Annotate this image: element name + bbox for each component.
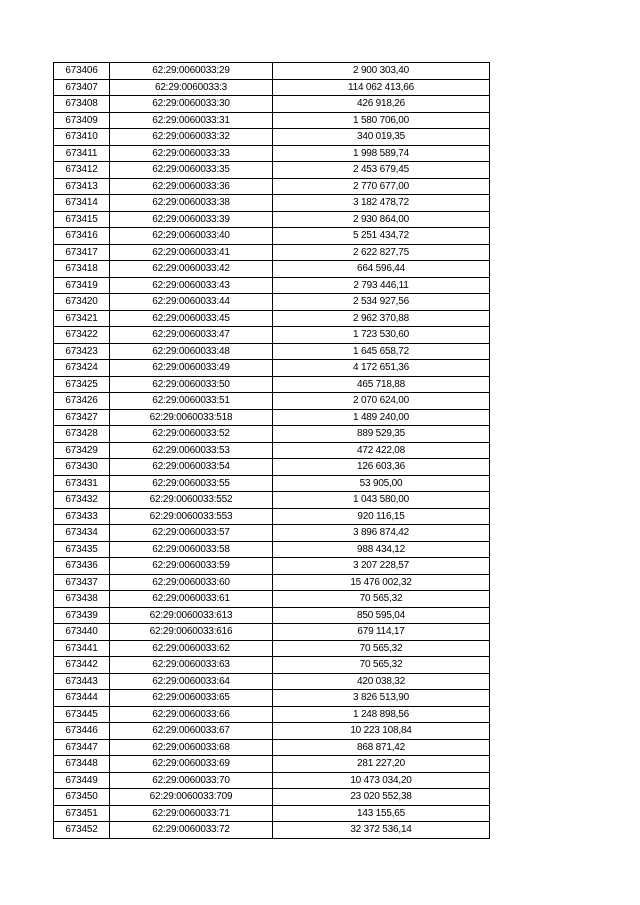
table-row <box>54 261 490 278</box>
table-row <box>54 459 490 476</box>
cadastral-number-cell: 62:29:0060033:30 <box>110 96 273 113</box>
table-row <box>54 690 490 707</box>
row-id-cell: 673411 <box>54 145 110 162</box>
cadastral-number-cell: 62:29:0060033:68 <box>110 739 273 756</box>
cadastral-number-cell: 62:29:0060033:47 <box>110 327 273 344</box>
row-id-cell: 673417 <box>54 244 110 261</box>
cadastral-value-cell: 3 896 874,42 <box>273 525 490 542</box>
cadastral-value-cell: 1 723 530,60 <box>273 327 490 344</box>
row-id-cell: 673429 <box>54 442 110 459</box>
table-row <box>54 574 490 591</box>
table-row <box>54 805 490 822</box>
table-row <box>54 228 490 245</box>
row-id-cell: 673419 <box>54 277 110 294</box>
cadastral-number-cell: 62:29:0060033:53 <box>110 442 273 459</box>
cadastral-number-cell: 62:29:0060033:42 <box>110 261 273 278</box>
table-row <box>54 673 490 690</box>
table-row <box>54 442 490 459</box>
cadastral-value-table <box>53 62 490 839</box>
row-id-cell: 673445 <box>54 706 110 723</box>
cadastral-value-cell: 15 476 002,32 <box>273 574 490 591</box>
table-row <box>54 294 490 311</box>
row-id-cell: 673447 <box>54 739 110 756</box>
cadastral-value-cell: 850 595,04 <box>273 607 490 624</box>
row-id-cell: 673432 <box>54 492 110 509</box>
row-id-cell: 673421 <box>54 310 110 327</box>
row-id-cell: 673449 <box>54 772 110 789</box>
table-row <box>54 79 490 96</box>
cadastral-number-cell: 62:29:0060033:49 <box>110 360 273 377</box>
row-id-cell: 673425 <box>54 376 110 393</box>
cadastral-value-cell: 2 962 370,88 <box>273 310 490 327</box>
cadastral-value-cell: 5 251 434,72 <box>273 228 490 245</box>
row-id-cell: 673410 <box>54 129 110 146</box>
cadastral-number-cell: 62:29:0060033:553 <box>110 508 273 525</box>
row-id-cell: 673418 <box>54 261 110 278</box>
cadastral-value-cell: 2 534 927,56 <box>273 294 490 311</box>
row-id-cell: 673433 <box>54 508 110 525</box>
table-row <box>54 244 490 261</box>
cadastral-value-cell: 53 905,00 <box>273 475 490 492</box>
row-id-cell: 673434 <box>54 525 110 542</box>
table-row <box>54 162 490 179</box>
cadastral-number-cell: 62:29:0060033:709 <box>110 789 273 806</box>
cadastral-value-cell: 868 871,42 <box>273 739 490 756</box>
cadastral-value-cell: 472 422,08 <box>273 442 490 459</box>
table-row <box>54 277 490 294</box>
cadastral-number-cell: 62:29:0060033:59 <box>110 558 273 575</box>
cadastral-value-cell: 143 155,65 <box>273 805 490 822</box>
cadastral-number-cell: 62:29:0060033:63 <box>110 657 273 674</box>
row-id-cell: 673427 <box>54 409 110 426</box>
table-row <box>54 723 490 740</box>
cadastral-number-cell: 62:29:0060033:39 <box>110 211 273 228</box>
cadastral-number-cell: 62:29:0060033:41 <box>110 244 273 261</box>
row-id-cell: 673452 <box>54 822 110 839</box>
cadastral-number-cell: 62:29:0060033:40 <box>110 228 273 245</box>
cadastral-number-cell: 62:29:0060033:71 <box>110 805 273 822</box>
cadastral-value-cell: 10 473 034,20 <box>273 772 490 789</box>
cadastral-value-cell: 2 453 679,45 <box>273 162 490 179</box>
cadastral-value-cell: 920 116,15 <box>273 508 490 525</box>
row-id-cell: 673413 <box>54 178 110 195</box>
row-id-cell: 673437 <box>54 574 110 591</box>
row-id-cell: 673451 <box>54 805 110 822</box>
cadastral-number-cell: 62:29:0060033:38 <box>110 195 273 212</box>
cadastral-number-cell: 62:29:0060033:54 <box>110 459 273 476</box>
cadastral-number-cell: 62:29:0060033:45 <box>110 310 273 327</box>
cadastral-number-cell: 62:29:0060033:35 <box>110 162 273 179</box>
cadastral-number-cell: 62:29:0060033:552 <box>110 492 273 509</box>
cadastral-value-cell: 340 019,35 <box>273 129 490 146</box>
row-id-cell: 673420 <box>54 294 110 311</box>
row-id-cell: 673412 <box>54 162 110 179</box>
row-id-cell: 673428 <box>54 426 110 443</box>
table-row <box>54 772 490 789</box>
cadastral-number-cell: 62:29:0060033:33 <box>110 145 273 162</box>
row-id-cell: 673444 <box>54 690 110 707</box>
cadastral-value-cell: 70 565,32 <box>273 591 490 608</box>
table-row <box>54 129 490 146</box>
cadastral-number-cell: 62:29:0060033:43 <box>110 277 273 294</box>
table-row <box>54 756 490 773</box>
cadastral-number-cell: 62:29:0060033:44 <box>110 294 273 311</box>
cadastral-number-cell: 62:29:0060033:62 <box>110 640 273 657</box>
cadastral-value-cell: 2 070 624,00 <box>273 393 490 410</box>
cadastral-value-cell: 1 645 658,72 <box>273 343 490 360</box>
cadastral-number-cell: 62:29:0060033:72 <box>110 822 273 839</box>
cadastral-number-cell: 62:29:0060033:70 <box>110 772 273 789</box>
table-row <box>54 624 490 641</box>
cadastral-value-cell: 2 900 303,40 <box>273 63 490 80</box>
cadastral-value-cell: 10 223 108,84 <box>273 723 490 740</box>
row-id-cell: 673439 <box>54 607 110 624</box>
table-row <box>54 145 490 162</box>
cadastral-value-cell: 3 826 513,90 <box>273 690 490 707</box>
table-row <box>54 508 490 525</box>
cadastral-number-cell: 62:29:0060033:616 <box>110 624 273 641</box>
table-row <box>54 63 490 80</box>
cadastral-value-cell: 2 770 677,00 <box>273 178 490 195</box>
table-row <box>54 607 490 624</box>
row-id-cell: 673440 <box>54 624 110 641</box>
cadastral-value-cell: 32 372 536,14 <box>273 822 490 839</box>
cadastral-number-cell: 62:29:0060033:29 <box>110 63 273 80</box>
cadastral-value-cell: 420 038,32 <box>273 673 490 690</box>
cadastral-value-cell: 1 489 240,00 <box>273 409 490 426</box>
table-row <box>54 360 490 377</box>
cadastral-number-cell: 62:29:0060033:50 <box>110 376 273 393</box>
cadastral-value-cell: 889 529,35 <box>273 426 490 443</box>
cadastral-number-cell: 62:29:0060033:518 <box>110 409 273 426</box>
cadastral-value-cell: 2 622 827,75 <box>273 244 490 261</box>
row-id-cell: 673442 <box>54 657 110 674</box>
cadastral-value-cell: 281 227,20 <box>273 756 490 773</box>
row-id-cell: 673448 <box>54 756 110 773</box>
cadastral-value-cell: 126 603,36 <box>273 459 490 476</box>
table-row <box>54 409 490 426</box>
cadastral-value-cell: 70 565,32 <box>273 657 490 674</box>
table-row <box>54 178 490 195</box>
table-body <box>54 63 490 839</box>
row-id-cell: 673423 <box>54 343 110 360</box>
cadastral-number-cell: 62:29:0060033:61 <box>110 591 273 608</box>
cadastral-number-cell: 62:29:0060033:52 <box>110 426 273 443</box>
row-id-cell: 673426 <box>54 393 110 410</box>
row-id-cell: 673436 <box>54 558 110 575</box>
cadastral-number-cell: 62:29:0060033:613 <box>110 607 273 624</box>
row-id-cell: 673407 <box>54 79 110 96</box>
table-row <box>54 327 490 344</box>
table-row <box>54 310 490 327</box>
cadastral-number-cell: 62:29:0060033:3 <box>110 79 273 96</box>
table-row <box>54 96 490 113</box>
table-row <box>54 475 490 492</box>
row-id-cell: 673416 <box>54 228 110 245</box>
row-id-cell: 673408 <box>54 96 110 113</box>
cadastral-number-cell: 62:29:0060033:64 <box>110 673 273 690</box>
cadastral-value-cell: 1 580 706,00 <box>273 112 490 129</box>
cadastral-number-cell: 62:29:0060033:36 <box>110 178 273 195</box>
table-row <box>54 739 490 756</box>
cadastral-number-cell: 62:29:0060033:51 <box>110 393 273 410</box>
row-id-cell: 673446 <box>54 723 110 740</box>
cadastral-value-cell: 4 172 651,36 <box>273 360 490 377</box>
cadastral-number-cell: 62:29:0060033:55 <box>110 475 273 492</box>
row-id-cell: 673424 <box>54 360 110 377</box>
cadastral-number-cell: 62:29:0060033:65 <box>110 690 273 707</box>
cadastral-number-cell: 62:29:0060033:32 <box>110 129 273 146</box>
cadastral-number-cell: 62:29:0060033:31 <box>110 112 273 129</box>
table-row <box>54 789 490 806</box>
cadastral-value-cell: 426 918,26 <box>273 96 490 113</box>
cadastral-value-cell: 679 114,17 <box>273 624 490 641</box>
cadastral-value-cell: 70 565,32 <box>273 640 490 657</box>
cadastral-value-cell: 988 434,12 <box>273 541 490 558</box>
table-row <box>54 112 490 129</box>
cadastral-number-cell: 62:29:0060033:69 <box>110 756 273 773</box>
cadastral-value-cell: 23 020 552,38 <box>273 789 490 806</box>
cadastral-value-cell: 2 793 446,11 <box>273 277 490 294</box>
table-row <box>54 376 490 393</box>
table-row <box>54 393 490 410</box>
cadastral-value-cell: 465 718,88 <box>273 376 490 393</box>
row-id-cell: 673415 <box>54 211 110 228</box>
table-row <box>54 211 490 228</box>
table-row <box>54 426 490 443</box>
cadastral-number-cell: 62:29:0060033:67 <box>110 723 273 740</box>
row-id-cell: 673435 <box>54 541 110 558</box>
row-id-cell: 673430 <box>54 459 110 476</box>
cadastral-value-cell: 1 043 580,00 <box>273 492 490 509</box>
row-id-cell: 673431 <box>54 475 110 492</box>
cadastral-value-cell: 3 182 478,72 <box>273 195 490 212</box>
table-row <box>54 343 490 360</box>
row-id-cell: 673450 <box>54 789 110 806</box>
table-row <box>54 591 490 608</box>
cadastral-value-cell: 1 998 589,74 <box>273 145 490 162</box>
row-id-cell: 673438 <box>54 591 110 608</box>
cadastral-number-cell: 62:29:0060033:57 <box>110 525 273 542</box>
table-row <box>54 706 490 723</box>
table-row <box>54 525 490 542</box>
table-row <box>54 541 490 558</box>
table-row <box>54 195 490 212</box>
table-row <box>54 657 490 674</box>
table-row <box>54 822 490 839</box>
cadastral-number-cell: 62:29:0060033:66 <box>110 706 273 723</box>
row-id-cell: 673441 <box>54 640 110 657</box>
cadastral-value-cell: 114 062 413,66 <box>273 79 490 96</box>
cadastral-value-cell: 664 596,44 <box>273 261 490 278</box>
cadastral-number-cell: 62:29:0060033:60 <box>110 574 273 591</box>
table-row <box>54 492 490 509</box>
row-id-cell: 673409 <box>54 112 110 129</box>
cadastral-number-cell: 62:29:0060033:48 <box>110 343 273 360</box>
cadastral-value-cell: 1 248 898,56 <box>273 706 490 723</box>
cadastral-value-cell: 3 207 228,57 <box>273 558 490 575</box>
table-row <box>54 640 490 657</box>
cadastral-value-cell: 2 930 864,00 <box>273 211 490 228</box>
table-row <box>54 558 490 575</box>
row-id-cell: 673406 <box>54 63 110 80</box>
row-id-cell: 673414 <box>54 195 110 212</box>
row-id-cell: 673422 <box>54 327 110 344</box>
row-id-cell: 673443 <box>54 673 110 690</box>
cadastral-number-cell: 62:29:0060033:58 <box>110 541 273 558</box>
